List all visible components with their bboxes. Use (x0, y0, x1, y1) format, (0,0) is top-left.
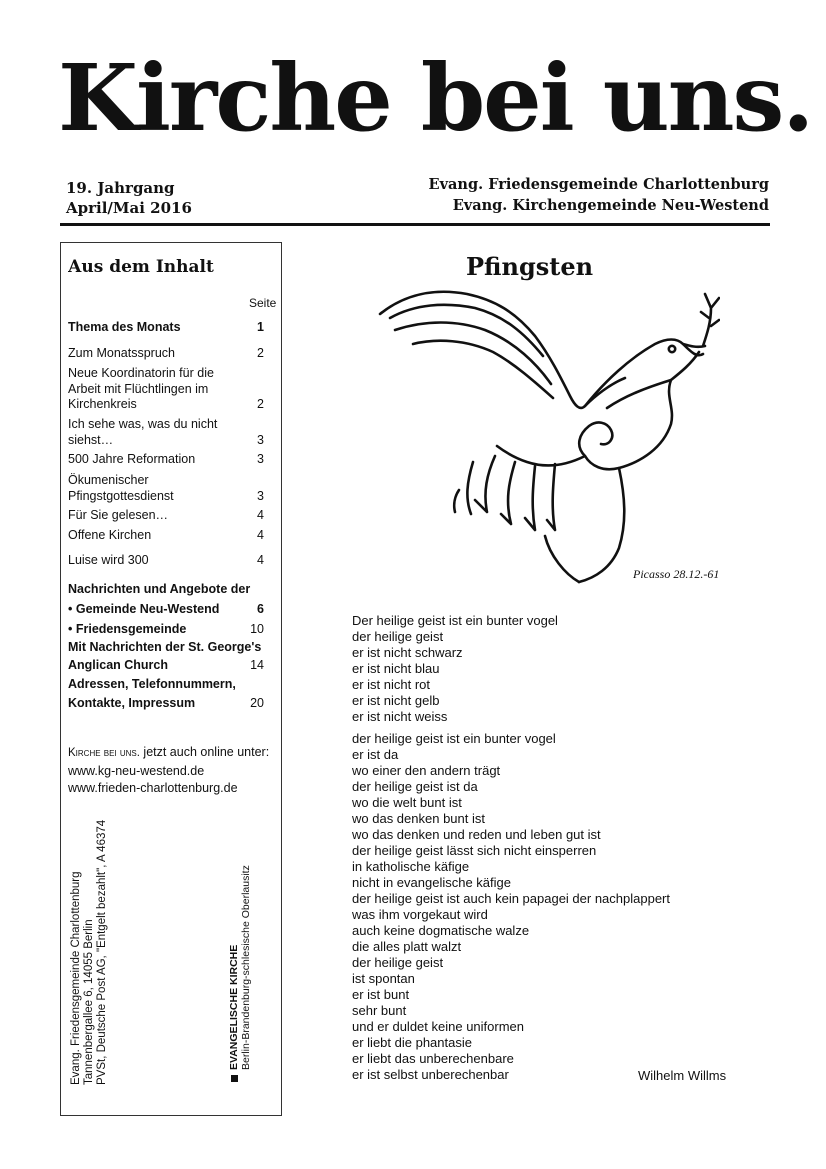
toc-entry-label: • Friedensgemeinde (68, 622, 187, 636)
poem-line: der heilige geist lässt sich nicht einsperren (352, 843, 597, 858)
toc-entry-page: 20 (250, 696, 264, 710)
poem-line: der heilige geist ist auch kein papagei der nachplappert (352, 891, 670, 906)
parish-2: Evang. Kirchengemeinde Neu-Westend (452, 197, 769, 214)
online-brand: Kirche bei uns. (68, 747, 140, 759)
poem-line: er ist nicht weiss (352, 709, 448, 724)
toc-entry-page: 3 (257, 432, 264, 447)
toc-entry[interactable] (68, 452, 268, 468)
issue-volume: 19. Jahrgang (66, 179, 175, 197)
poem-line: er ist nicht rot (352, 677, 431, 692)
article-title: Pfingsten (466, 252, 594, 281)
toc-entry-page: 3 (257, 488, 264, 503)
poem-line: er ist da (352, 747, 399, 762)
poem-line: wo einer den andern trägt (352, 763, 501, 778)
ek-logo (228, 865, 252, 1082)
toc-entry[interactable] (68, 346, 268, 362)
poem-line: Der heilige geist ist ein bunter vogel (352, 613, 558, 628)
postal-address (70, 820, 109, 1085)
toc-entry-label: Ich sehe was, was du nicht siehst… (68, 417, 218, 447)
toc-entry-page: 14 (250, 658, 264, 672)
toc-entry-label: • Gemeinde Neu-Westend (68, 602, 220, 616)
header-rule (60, 223, 770, 226)
toc-entry-label: Thema des Monats (68, 320, 181, 334)
toc-entry-page: 1 (257, 320, 264, 334)
toc-entry-label: Luise wird 300 (68, 553, 149, 567)
toc-entry[interactable] (68, 473, 268, 504)
poem-line: in katholische käfige (352, 859, 470, 874)
toc-entry-label: Offene Kirchen (68, 528, 152, 542)
toc-entry-label: Mit Nachrichten der St. George's (68, 640, 262, 654)
dove-drawing-icon (375, 286, 720, 606)
poem-line: und er duldet keine uniformen (352, 1019, 525, 1034)
poem-line: er liebt die phantasie (352, 1035, 472, 1050)
poem-line: auch keine dogmatische walze (352, 923, 530, 938)
poem (352, 613, 670, 1083)
toc-entry-page: 2 (257, 397, 264, 411)
poem-author: Wilhelm Willms (638, 1068, 727, 1083)
parish-names (429, 174, 769, 216)
toc-entry-page: 4 (257, 508, 264, 522)
toc-page-header: Seite (249, 296, 277, 310)
toc-entry-page: 4 (257, 553, 264, 567)
toc-entry-label: Ökumenischer Pfingstgottesdienst (68, 473, 174, 503)
toc-entry[interactable] (68, 622, 268, 638)
poem-line: was ihm vorgekaut wird (352, 907, 488, 922)
toc-entry[interactable] (68, 658, 268, 674)
online-text: jetzt auch online unter: (139, 745, 270, 759)
toc-entry-label: Für Sie gelesen… (68, 508, 169, 522)
poem-line: er ist nicht gelb (352, 693, 440, 708)
issue-info (66, 178, 192, 218)
poem-line: sehr bunt (352, 1003, 407, 1018)
poem-line: er ist nicht blau (352, 661, 440, 676)
toc-entry[interactable] (68, 602, 268, 618)
toc-entry[interactable] (68, 528, 268, 544)
toc-entry-page: 6 (257, 602, 264, 616)
toc-entry[interactable] (68, 553, 268, 569)
toc-entry[interactable] (68, 508, 268, 524)
poem-line: er ist selbst unberechenbar (352, 1067, 509, 1082)
dove-signature: Picasso 28.12.-61 (633, 567, 720, 581)
online-url-2[interactable]: www.frieden-charlottenburg.de (68, 781, 238, 795)
ek-logo-region: Berlin-Brandenburg-schlesische Oberlausitz (240, 865, 252, 1070)
toc-entry-label: Nachrichten und Angebote der (68, 582, 251, 596)
poem-line: der heilige geist (352, 955, 444, 970)
toc-entry-label: Adressen, Telefonnummern, (68, 677, 236, 691)
issue-date: April/Mai 2016 (66, 199, 192, 217)
poem-line: nicht in evangelische käfige (352, 875, 511, 890)
toc-entry[interactable] (68, 366, 268, 413)
online-note (68, 744, 269, 798)
poem-line: wo das denken und reden und leben gut ist (352, 827, 601, 842)
toc-entry[interactable] (68, 417, 268, 448)
toc-entry[interactable] (68, 582, 268, 598)
parish-1: Evang. Friedensgemeinde Charlottenburg (428, 176, 769, 193)
toc-entry[interactable] (68, 320, 268, 336)
ek-logo-name: EVANGELISCHE KIRCHE (228, 944, 240, 1070)
poem-line: ist spontan (352, 971, 415, 986)
toc-entry-page: 4 (257, 528, 264, 542)
toc-entry[interactable] (68, 677, 268, 693)
poem-line: er ist nicht schwarz (352, 645, 463, 660)
address-line-1: Evang. Friedensgemeinde Charlottenburg (70, 871, 82, 1085)
toc-title: Aus dem Inhalt (68, 257, 214, 277)
poem-line: wo das denken bunt ist (352, 811, 485, 826)
toc-entry-page: 3 (257, 452, 264, 466)
toc-entry-label: Kontakte, Impressum (68, 696, 196, 710)
online-url-1[interactable]: www.kg-neu-westend.de (68, 763, 205, 778)
poem-line: der heilige geist ist da (352, 779, 478, 794)
poem-line: er ist bunt (352, 987, 410, 1002)
toc-entry[interactable] (68, 640, 268, 656)
toc-entry-page: 2 (257, 346, 264, 360)
masthead-title: Kirche bei uns. (58, 44, 813, 152)
address-line-3: PVSt, Deutsche Post AG, "Entgelt bezahlt", A 46374 (96, 819, 108, 1085)
toc-entry-label: Anglican Church (68, 658, 169, 672)
toc-entry-label: Neue Koordinatorin für die Arbeit mit Flüchtlingen im Kirchenkreis (68, 366, 214, 411)
poem-line: der heilige geist ist ein bunter vogel (352, 731, 556, 746)
toc-entry-label: 500 Jahre Reformation (68, 452, 196, 466)
toc-entry-label: Zum Monatsspruch (68, 346, 175, 360)
toc-entry-page: 10 (250, 622, 264, 636)
poem-line: er liebt das unberechenbare (352, 1051, 514, 1066)
toc-entry[interactable] (68, 696, 268, 712)
poem-line: der heilige geist (352, 629, 444, 644)
logo-square-icon (231, 1075, 238, 1082)
address-line-2: Tannenbergallee 6, 14055 Berlin (83, 919, 95, 1085)
poem-line: wo die welt bunt ist (352, 795, 462, 810)
poem-line: die alles platt walzt (352, 939, 462, 954)
